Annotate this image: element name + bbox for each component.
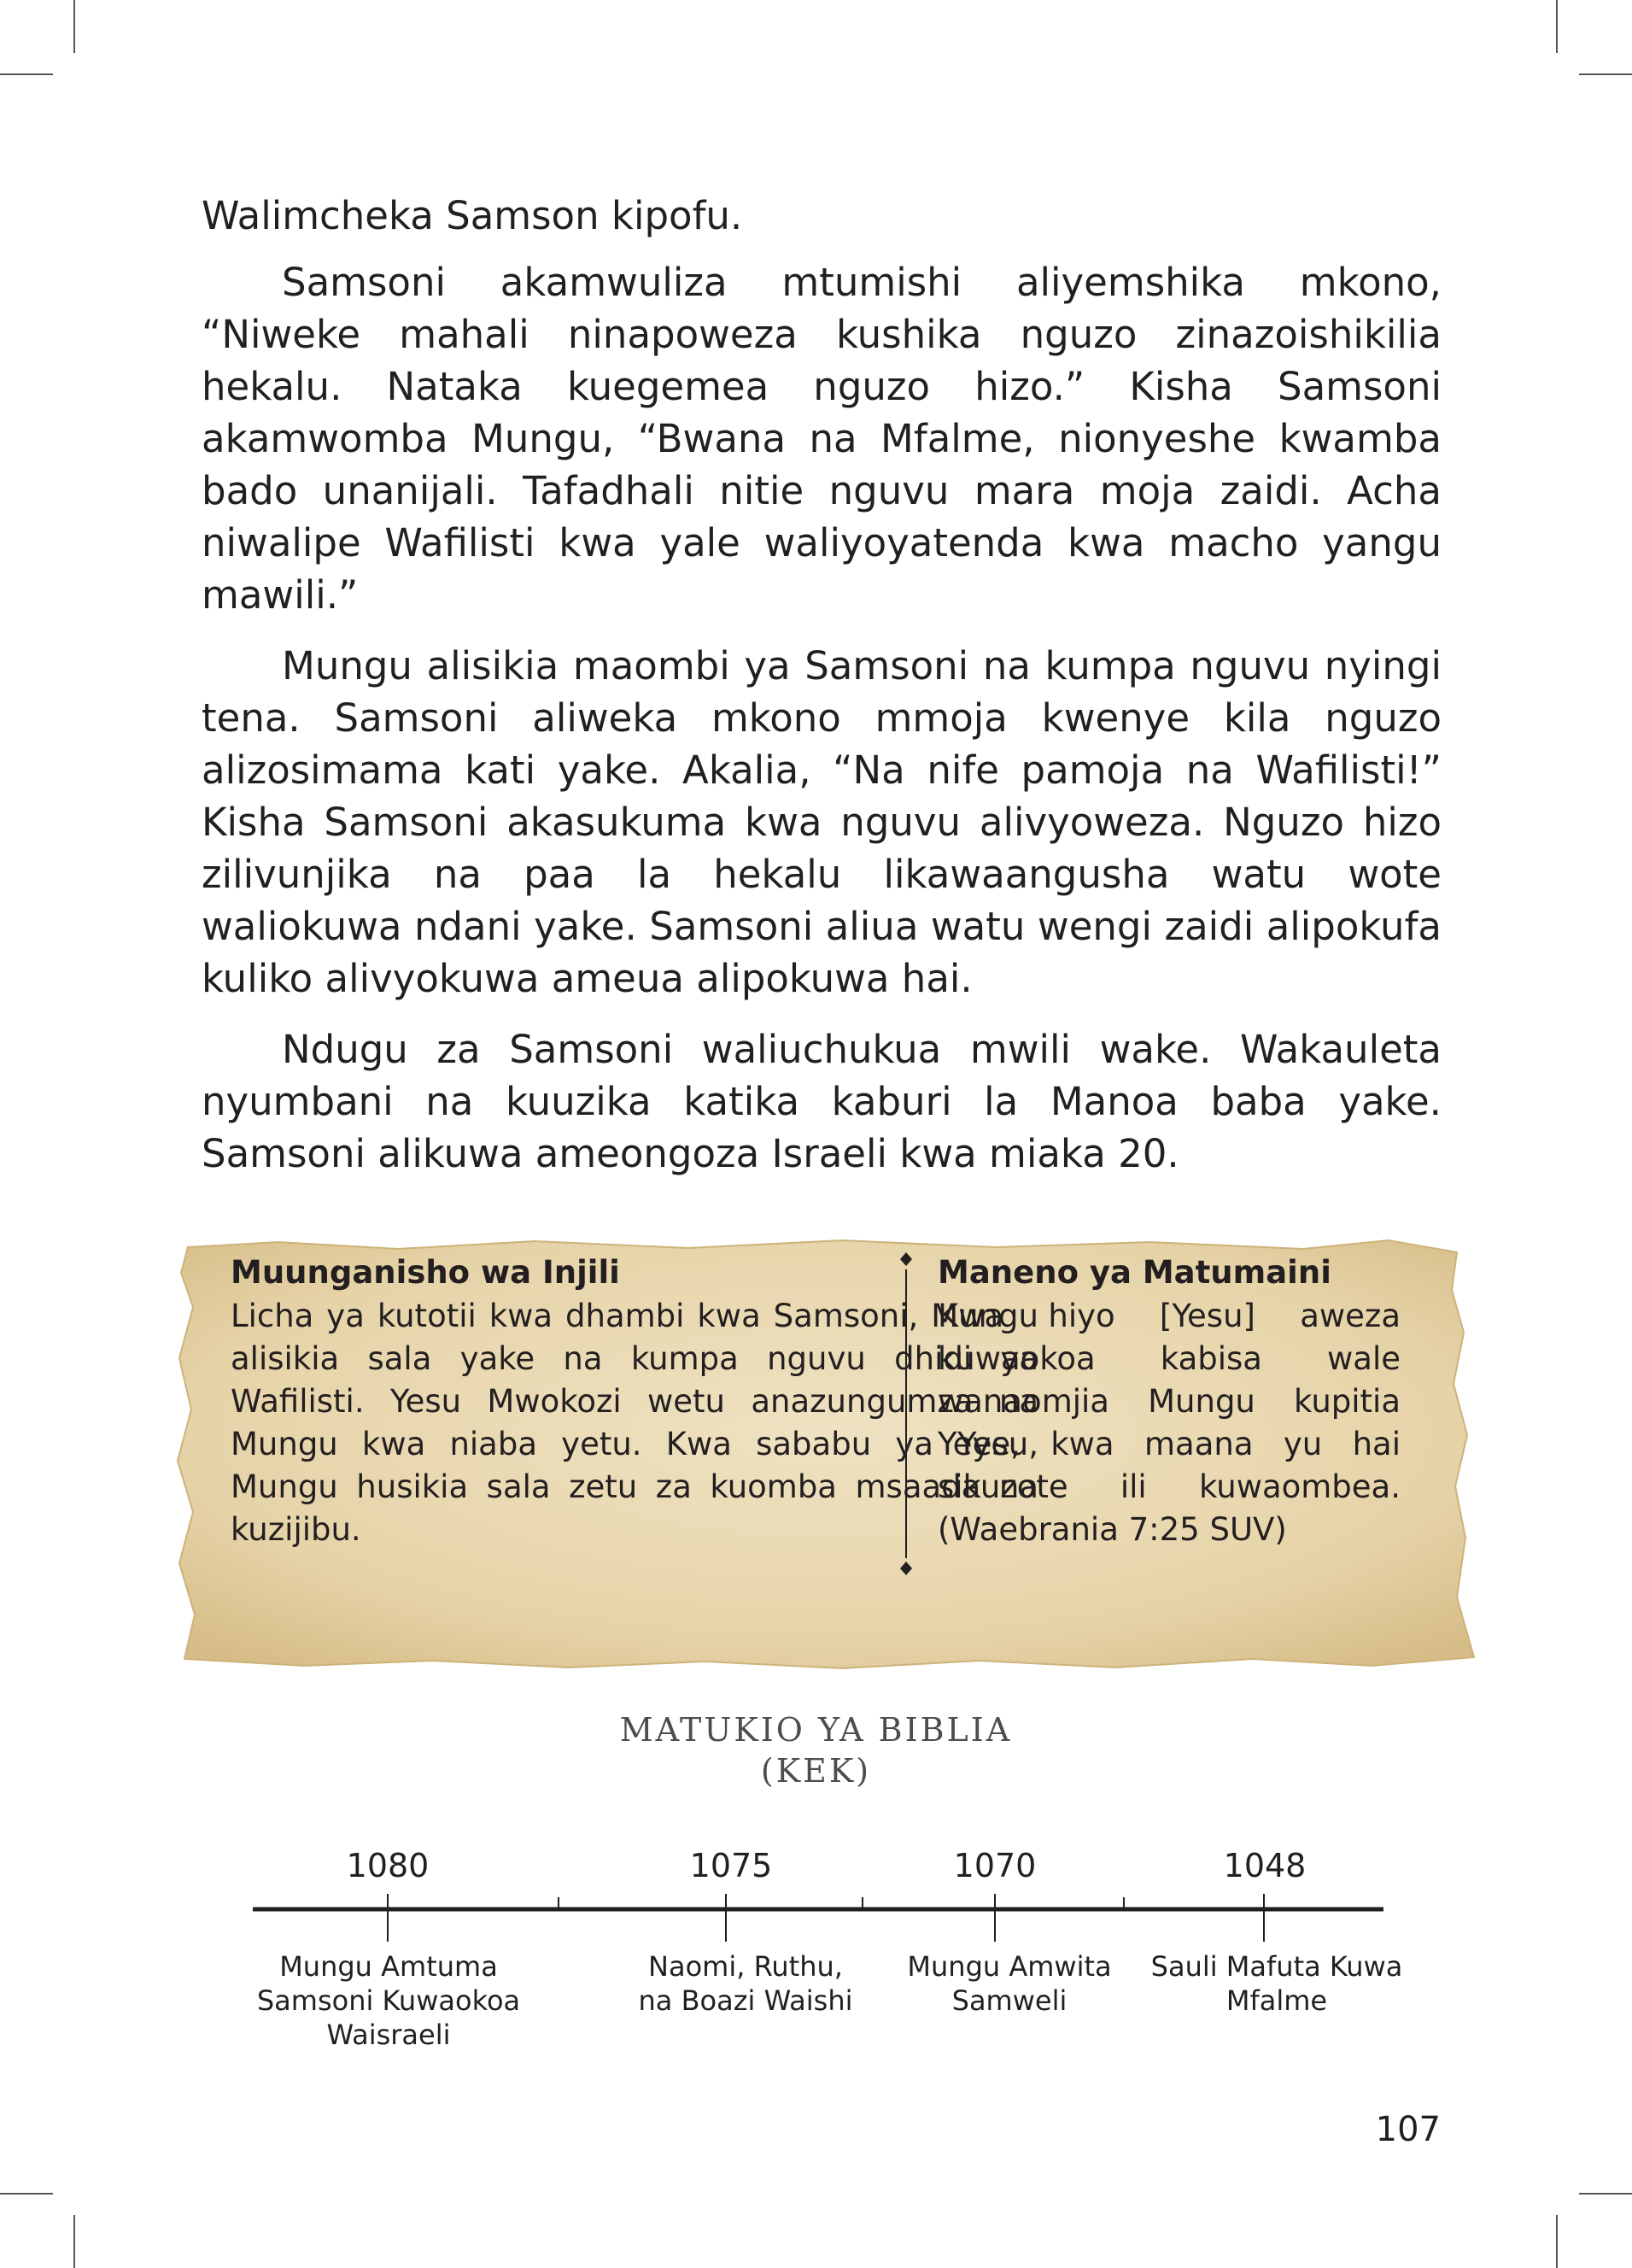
paragraph: Walimcheka Samson kipofu. xyxy=(202,193,743,238)
paragraph: Ndugu za Samsoni waliuchukua mwili wake. Wakauleta nyumbani na kuuzika katika kaburi la Manoa baba yake. Samsoni alikuwa ameongoza Israeli kwa miaka 20. xyxy=(202,1027,1442,1176)
timeline-event-label: Sauli Mafuta Kuwa Mfalme xyxy=(1150,1950,1403,2017)
story-text xyxy=(202,190,1442,1198)
words-of-hope-column xyxy=(938,1251,1401,1551)
crop-mark xyxy=(73,0,75,53)
timeline-event-label: Mungu Amwita Samweli xyxy=(907,1950,1112,2017)
crop-mark xyxy=(1579,73,1632,75)
timeline-year: 1048 xyxy=(1223,1847,1307,1884)
paragraph: Mungu alisikia maombi ya Samsoni na kumpa nguvu nyingi tena. Samsoni aliweka mkono mmoja kwenye kila nguzo alizosimama kati yake. Akalia, “Na nife pamoja na Wafilisti!” Kisha Samsoni akasukuma kwa nguvu alivyoweza. Nguzo hizo zilivunjika na paa la hekalu likawaangusha watu wote waliokuwa ndani yake. Samsoni aliua watu wengi zaidi alipokufa kuliko alivyokuwa ameua alipokuwa hai. xyxy=(202,643,1442,1001)
words-of-hope-text: Kwa hiyo [Yesu] aweza kuwaokoa kabisa wale wanaomjia Mungu kupitia Yeye, kwa maana yu hai sikuzote ili kuwaombea. (Waebrania 7:25 SUV) xyxy=(938,1298,1401,1548)
timeline-subtitle: (KEK) xyxy=(760,1752,872,1790)
crop-mark xyxy=(1579,2193,1632,2195)
crop-mark xyxy=(1556,0,1558,53)
paragraph: Samsoni akamwuliza mtumishi aliyemshika mkono, “Niweke mahali ninapoweza kushika nguzo zinazoishikilia hekalu. Nataka kuegemea nguzo hizo.” Kisha Samsoni akamwomba Mungu, “Bwana na Mfalme, nionyeshe kwamba bado unanijali. Tafadhali nitie nguvu mara moja zaidi. Acha niwalipe Wafilisti kwa yale waliyoyatenda kwa macho yangu mawili.” xyxy=(202,260,1442,618)
crop-mark xyxy=(0,2193,53,2195)
column-divider xyxy=(898,1252,915,1575)
words-of-hope-heading: Maneno ya Matumaini xyxy=(938,1254,1331,1291)
timeline-title: MATUKIO YA BIBLIA xyxy=(619,1711,1013,1749)
timeline-year: 1080 xyxy=(346,1847,430,1884)
timeline-year: 1070 xyxy=(953,1847,1037,1884)
page-number: 107 xyxy=(1375,2110,1441,2149)
crop-mark xyxy=(0,73,53,75)
gospel-connection-heading: Muunganisho wa Injili xyxy=(231,1254,620,1291)
timeline-event-label: Naomi, Ruthu, na Boazi Waishi xyxy=(638,1950,853,2017)
crop-mark xyxy=(1556,2215,1558,2268)
timeline-year: 1075 xyxy=(689,1847,773,1884)
gospel-connection-text: Licha ya kutotii kwa dhambi kwa Samsoni, Mungu alisikia sala yake na kumpa nguvu dhidi ya Wafilisti. Yesu Mwokozi wetu anazungumza na Mungu kwa niaba yetu. Kwa sababu ya Yesu, Mungu husikia sala zetu za kuomba msaada na kuzijibu. xyxy=(231,1298,1038,1548)
crop-mark xyxy=(73,2215,75,2268)
gospel-connection-box xyxy=(176,1239,1483,1670)
gospel-connection-column xyxy=(231,1251,1038,1551)
timeline-event-label: Mungu Amtuma Samsoni Kuwaokoa Waisraeli xyxy=(256,1950,521,2051)
